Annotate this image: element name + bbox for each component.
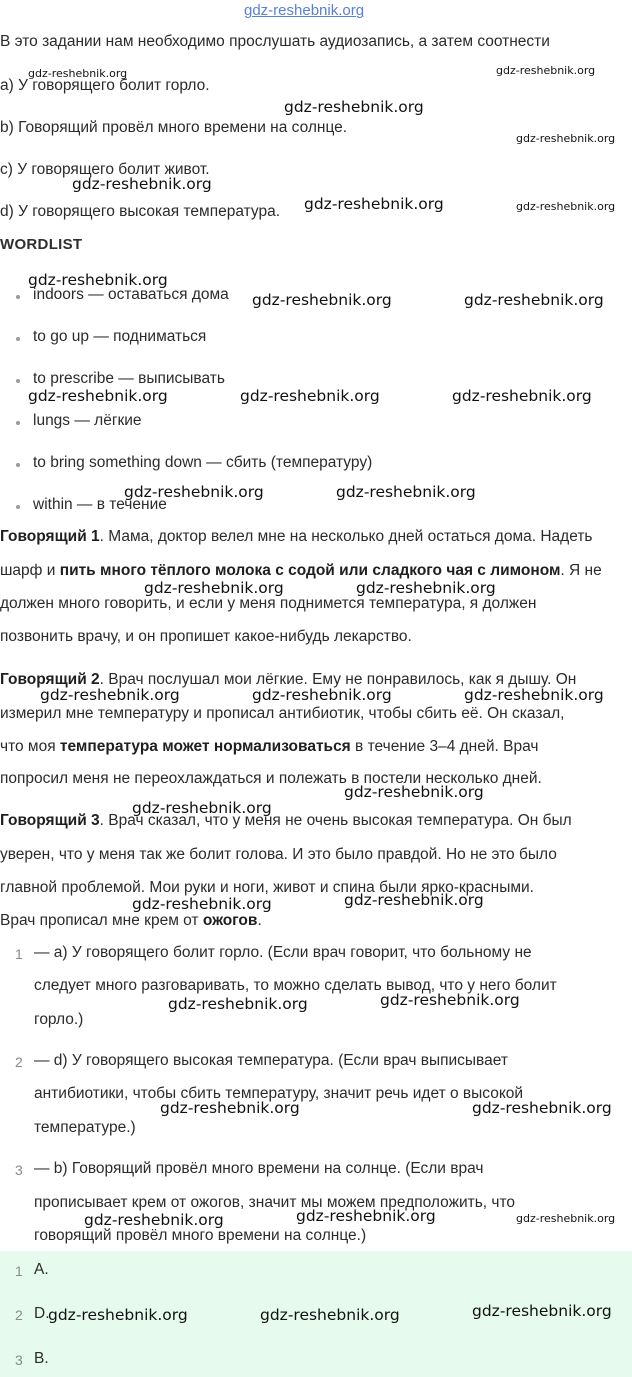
bullet-icon	[16, 463, 20, 467]
bullet-icon	[16, 421, 20, 425]
answer-number: 1	[15, 1263, 23, 1279]
watermark: gdz-reshebnik.org	[516, 1212, 616, 1225]
watermark: gdz-reshebnik.org	[472, 1099, 612, 1117]
bullet-icon	[16, 337, 20, 341]
watermark: gdz-reshebnik.org	[356, 579, 496, 597]
speaker2-text: что моя	[0, 738, 60, 755]
speaker2-label: Говорящий 2	[0, 671, 100, 688]
watermark: gdz-reshebnik.org	[472, 1302, 612, 1320]
speaker2-line2: измерил мне температуру и прописал антибиотик, чтобы сбить её. Он сказал,	[0, 705, 565, 722]
wordlist-item: to prescribe — выписывать	[33, 370, 225, 387]
bullet-icon	[16, 379, 20, 383]
bullet-icon	[16, 295, 20, 299]
explanation-line: антибиотики, чтобы сбить температуру, значит речь идет о высокой	[34, 1085, 524, 1102]
explanation-line: — a) У говорящего болит горло. (Если врач говорит, что больному не	[34, 944, 532, 961]
watermark: gdz-reshebnik.org	[260, 1306, 400, 1324]
answer-value: B.	[34, 1350, 49, 1367]
speaker2-text: в течение 3–4 дней. Врач	[350, 738, 539, 755]
watermark: gdz-reshebnik.org	[296, 1207, 436, 1225]
option-d: d) У говорящего высокая температура.	[0, 203, 281, 220]
watermark: gdz-reshebnik.org	[132, 895, 272, 913]
answer-number: 3	[15, 1352, 23, 1368]
wordlist-item: to bring something down — сбить (температуру)	[33, 454, 373, 471]
speaker1-line3: должен много говорить, и если у меня поднимется температура, я должен	[0, 595, 537, 612]
watermark: gdz-reshebnik.org	[144, 579, 284, 597]
speaker3-highlight: ожогов	[202, 912, 258, 929]
watermark: gdz-reshebnik.org	[72, 175, 212, 193]
speaker2-text: . Врач послушал мои лёгкие. Ему не понравилось, как я дышу. Он	[99, 671, 577, 688]
watermark: gdz-reshebnik.org	[28, 67, 128, 80]
watermark: gdz-reshebnik.org	[40, 686, 180, 704]
wordlist-item: lungs — лёгкие	[33, 412, 142, 429]
speaker1-line4: позвонить врачу, и он пропишет какое-нибудь лекарство.	[0, 628, 412, 645]
explanation-line: температуре.)	[34, 1119, 136, 1136]
watermark: gdz-reshebnik.org	[124, 483, 264, 501]
option-c: c) У говорящего болит живот.	[0, 161, 210, 178]
speaker3-line2: уверен, что у меня так же болит голова. И это было правдой. Но не это было	[0, 846, 557, 863]
speaker1-line1	[0, 528, 593, 546]
speaker3-label: Говорящий 3	[0, 812, 100, 829]
watermark: gdz-reshebnik.org	[284, 98, 424, 116]
watermark: gdz-reshebnik.org	[252, 686, 392, 704]
watermark: gdz-reshebnik.org	[452, 387, 592, 405]
option-a: a) У говорящего болит горло.	[0, 77, 210, 94]
speaker1-line2	[0, 562, 602, 580]
watermark: gdz-reshebnik.org	[28, 387, 168, 405]
speaker3-text: .	[257, 912, 262, 929]
wordlist-item: to go up — подниматься	[33, 328, 207, 345]
watermark: gdz-reshebnik.org	[344, 891, 484, 909]
watermark: gdz-reshebnik.org	[344, 783, 484, 801]
speaker3-line3: главной проблемой. Мои руки и ноги, живот и спина были ярко-красными.	[0, 879, 534, 896]
watermark: gdz-reshebnik.org	[516, 200, 616, 213]
speaker3-text: Врач прописал мне крем от	[0, 912, 203, 929]
answer-value: A.	[34, 1261, 49, 1278]
explanation-number: 1	[15, 946, 23, 962]
watermark: gdz-reshebnik.org	[48, 1306, 188, 1324]
bullet-icon	[16, 505, 20, 509]
speaker2-line4: попросил меня не переохлаждаться и полежать в постели несколько дней.	[0, 770, 542, 787]
speaker1-text: . Я не	[560, 562, 602, 579]
explanation-line: следует много разговаривать, то можно сделать вывод, что у него болит	[34, 977, 557, 994]
explanation-line: прописывает крем от ожогов, значит мы можем предположить, что	[34, 1194, 516, 1211]
watermark: gdz-reshebnik.org	[380, 991, 520, 1009]
intro-text: В это задании нам необходимо прослушать аудиозапись, а затем соотнести	[0, 33, 550, 50]
speaker2-line3	[0, 738, 538, 756]
explanation-number: 2	[15, 1054, 23, 1070]
watermark: gdz-reshebnik.org	[240, 387, 380, 405]
wordlist-item: within — в течение	[33, 496, 167, 513]
explanation-line: — d) У говорящего высокая температура. (Если врач выписывает	[34, 1052, 508, 1069]
speaker3-line4	[0, 912, 262, 930]
speaker1-text: . Мама, доктор велел мне на несколько дней остаться дома. Надеть	[99, 528, 593, 545]
answer-value: D.	[34, 1305, 50, 1322]
explanation-line: — b) Говорящий провёл много времени на солнце. (Если врач	[34, 1160, 484, 1177]
watermark: gdz-reshebnik.org	[160, 1099, 300, 1117]
watermark: gdz-reshebnik.org	[168, 995, 308, 1013]
speaker3-line1	[0, 812, 572, 830]
site-title-link[interactable]: gdz-reshebnik.org	[244, 2, 365, 19]
watermark: gdz-reshebnik.org	[28, 271, 168, 289]
explanation-line: горло.)	[34, 1011, 84, 1028]
watermark: gdz-reshebnik.org	[336, 483, 476, 501]
watermark: gdz-reshebnik.org	[304, 195, 444, 213]
speaker1-label: Говорящий 1	[0, 528, 100, 545]
speaker1-highlight: пить много тёплого молока с содой или сладкого чая с лимоном	[59, 562, 561, 579]
watermark: gdz-reshebnik.org	[496, 64, 596, 77]
watermark: gdz-reshebnik.org	[252, 291, 392, 309]
watermark: gdz-reshebnik.org	[132, 799, 272, 817]
watermark: gdz-reshebnik.org	[84, 1211, 224, 1229]
watermark: gdz-reshebnik.org	[464, 686, 604, 704]
answer-number: 2	[15, 1307, 23, 1323]
explanation-number: 3	[15, 1162, 23, 1178]
speaker1-text: шарф и	[0, 562, 60, 579]
wordlist-item: indoors — оставаться дома	[33, 286, 229, 303]
explanation-line: говорящий провёл много времени на солнце.)	[34, 1227, 367, 1244]
option-b: b) Говорящий провёл много времени на солнце.	[0, 119, 348, 136]
wordlist-heading: WORDLIST	[0, 236, 83, 253]
watermark: gdz-reshebnik.org	[516, 132, 616, 145]
speaker2-highlight: температура может нормализоваться	[59, 738, 351, 755]
speaker3-text: . Врач сказал, что у меня не очень высокая температура. Он был	[99, 812, 572, 829]
watermark: gdz-reshebnik.org	[464, 291, 604, 309]
